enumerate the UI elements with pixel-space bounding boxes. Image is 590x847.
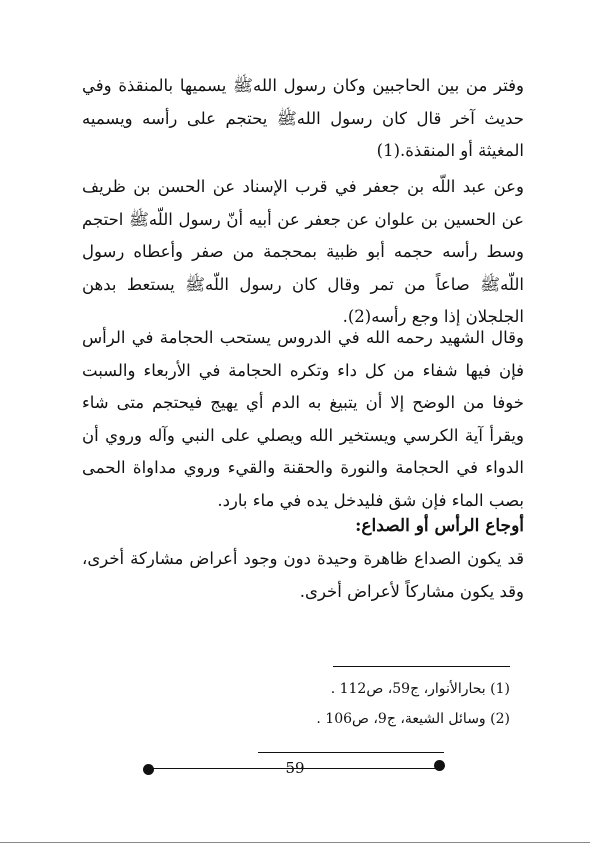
paragraph-cupping-1: وفتر من بين الحاجبين وكان رسول اللهﷺ يسميها بالمنقذة وفي حديث آخر قال كان رسول اللهﷺ يحتجم على رأسه ويسميه المغيثة أو المنقذة.(1) — [82, 76, 524, 160]
paragraph-cupping-3: وقال الشهيد رحمه الله في الدروس يستحب الحجامة في الرأس فإن فيها شفاء من كل داء وتكره الحجامة في الأربعاء والسبت خوفا من الوضح إلا أن يتبيغ به الدم أي يهيج فيحتجم متى شاء ويقرأ آية الكرسي ويستخير الله ويصلي على النبي وآله وروي أن الدواء في الحجامة والنورة والحقنة والقيء وروي مداواة الحمى بصب الماء فإن شق فليدخل يده في ماء بارد. — [82, 328, 524, 510]
ornament-dot-right — [434, 760, 445, 771]
scan-edge-line — [0, 842, 590, 843]
footnote-separator — [333, 666, 510, 667]
paragraph-cupping-2: وعن عبد اللّه بن جعفر في قرب الإسناد عن الحسن بن ظريف عن الحسين بن علوان عن جعفر عن أبيه أنّ رسول اللّهﷺ احتجم وسط رأسه حجمه أبو ظبية بمحجمة من صفر وأعطاه رسول اللّهﷺ صاعاً من تمر وقال كان رسول اللّهﷺ يستعط بدهن الجلجلان إذا وجع رأسه(2). — [82, 177, 525, 326]
page-number: 59 — [285, 759, 305, 777]
paragraph-headache: قد يكون الصداع ظاهرة وحيدة دون وجود أعراض مشاركة أخرى، وقد يكون مشاركاً لأعراض أخرى. — [82, 549, 524, 601]
footnote-1: (1) بحارالأنوار، ج59، ص112 . — [330, 681, 510, 697]
ornament-dot-left — [143, 764, 154, 775]
page-ornament-line-top — [258, 752, 444, 753]
footnote-2: (2) وسائل الشيعة، ج9، ص106 . — [316, 711, 510, 727]
section-heading: أوجاع الرأس أو الصداع: — [355, 516, 524, 536]
